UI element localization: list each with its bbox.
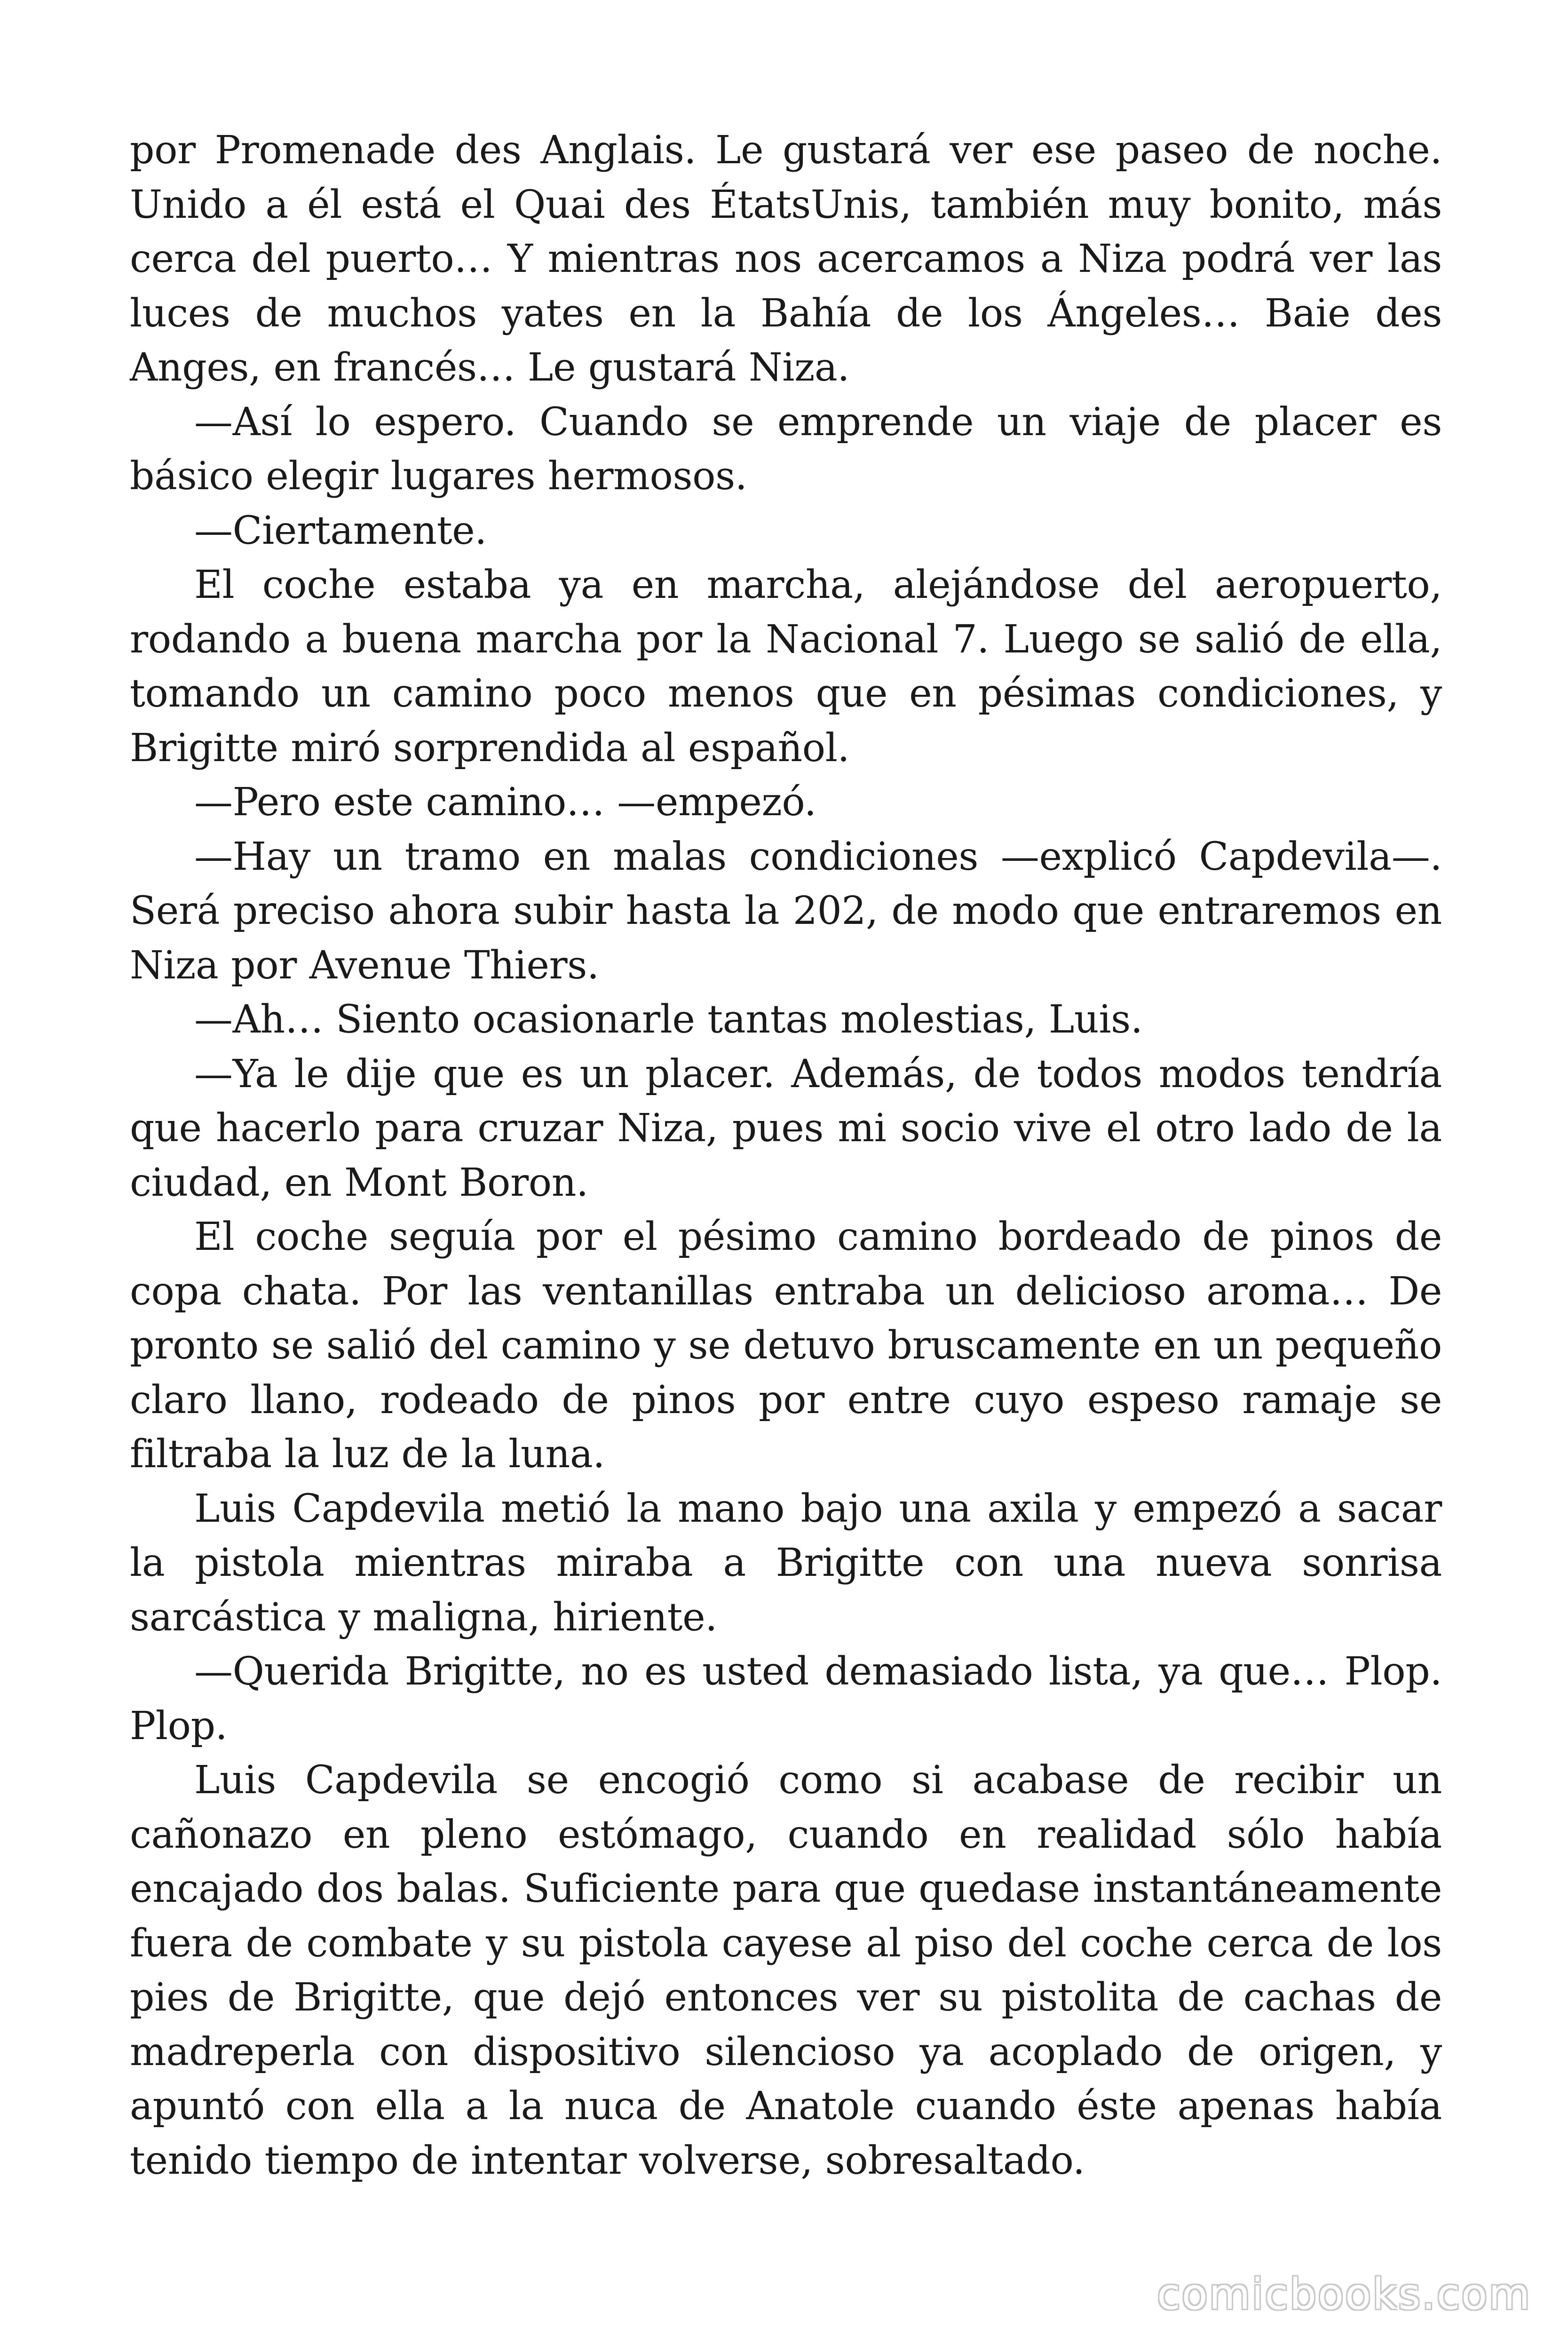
paragraph-11: —Querida Brigitte, no es usted demasiado lista, ya que… Plop. Plop. xyxy=(130,1649,1442,1748)
paragraph-4: El coche estaba ya en marcha, alejándose del aeropuerto, rodando a buena marcha por la Nacional 7. Luego se salió de ella, tomando un camino poco menos que en pésimas condiciones, y Brigitte miró sorprendida al español. xyxy=(130,563,1442,771)
paragraph-2: —Así lo espero. Cuando se emprende un viaje de placer es básico elegir lugares hermosos. xyxy=(130,399,1442,499)
paragraph-9: El coche seguía por el pésimo camino bordeado de pinos de copa chata. Por las ventanillas entraba un delicioso aroma… De pronto se salió del camino y se detuvo bruscamente en un pequeño claro llano, rodeado de pinos por entre cuyo espeso ramaje se filtraba la luz de la luna. xyxy=(130,1215,1442,1477)
page-body xyxy=(130,123,1442,2188)
paragraph-5: —Pero este camino… —empezó. xyxy=(194,780,816,825)
watermark: comicbooks.com xyxy=(1157,2270,1531,2319)
paragraph-3: —Ciertamente. xyxy=(194,508,487,553)
paragraph-12: Luis Capdevila se encogió como si acabase de recibir un cañonazo en pleno estómago, cuando en realidad sólo había encajado dos balas. Suficiente para que quedase instantáneamente fuera de combate y su pistola cayese al piso del coche cerca de los pies de Brigitte, que dejó entonces ver su pistolita de cachas de madreperla con dispositivo silencioso ya acoplado de origen, y apuntó con ella a la nuca de Anatole cuando éste apenas había tenido tiempo de intentar volverse, sobresaltado. xyxy=(130,1758,1442,2183)
paragraph-1: por Promenade des Anglais. Le gustará ver ese paseo de noche. Unido a él está el Quai des ÉtatsUnis, también muy bonito, más cerca del puerto… Y mientras nos acercamos a Niza podrá ver las luces de muchos yates en la Bahía de los Ángeles… Baie des Anges, en francés… Le gustará Niza. xyxy=(130,128,1442,390)
paragraph-8: —Ya le dije que es un placer. Además, de todos modos tendría que hacerlo para cruzar Niza, pues mi socio vive el otro lado de la ciudad, en Mont Boron. xyxy=(130,1051,1442,1205)
paragraph-6: —Hay un tramo en malas condiciones —explicó Capdevila—. Será preciso ahora subir hasta la 202, de modo que entraremos en Niza por Avenue Thiers. xyxy=(130,834,1442,988)
paragraph-7: —Ah… Siento ocasionarle tantas molestias, Luis. xyxy=(194,997,1143,1042)
paragraph-10: Luis Capdevila metió la mano bajo una axila y empezó a sacar la pistola mientras miraba a Brigitte con una nueva sonrisa sarcástica y maligna, hiriente. xyxy=(130,1486,1442,1640)
